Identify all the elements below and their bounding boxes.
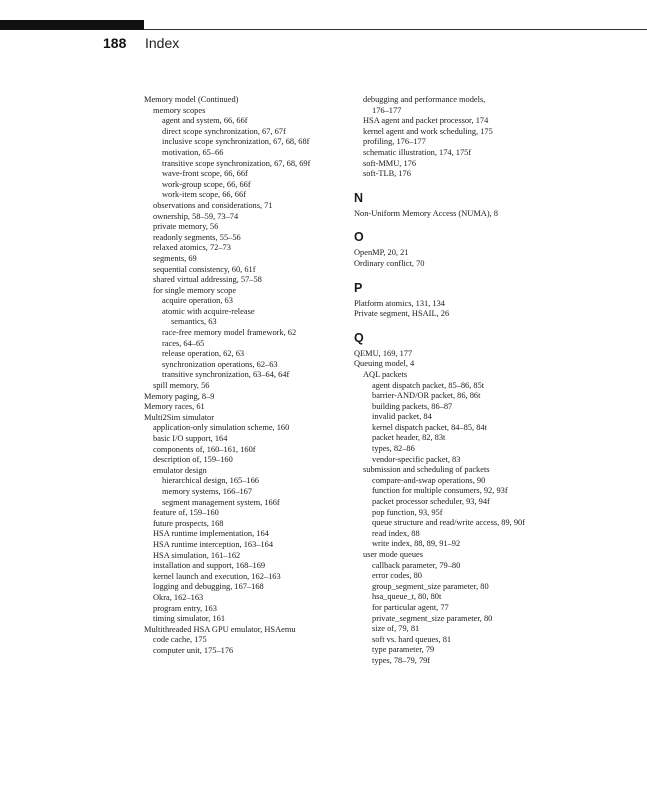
index-entry: Non-Uniform Memory Access (NUMA), 8 xyxy=(354,208,498,218)
index-entry: Multithreaded HSA GPU emulator, HSAemu xyxy=(144,624,296,634)
index-entry: work-item scope, 66, 66f xyxy=(162,190,246,200)
index-entry: acquire operation, 63 xyxy=(162,296,233,306)
index-entry: Memory paging, 8–9 xyxy=(144,391,215,401)
index-entry: debugging and performance models, xyxy=(363,95,486,104)
index-entry: HSA runtime implementation, 164 xyxy=(153,529,269,539)
index-entry: HSA agent and packet processor, 174 xyxy=(363,116,489,126)
index-entry: Memory model (Continued) xyxy=(144,95,239,104)
index-entry: segment management system, 166f xyxy=(162,497,280,507)
index-column-right xyxy=(354,95,564,667)
index-entry: feature of, 159–160 xyxy=(153,508,219,518)
index-entry: readonly segments, 55–56 xyxy=(153,232,241,242)
index-entry: size of, 79, 81 xyxy=(372,624,420,634)
index-entry: QEMU, 169, 177 xyxy=(354,348,413,358)
index-entry: kernel agent and work scheduling, 175 xyxy=(363,126,493,136)
index-entry: soft-MMU, 176 xyxy=(363,158,417,168)
index-entry: private memory, 56 xyxy=(153,222,219,232)
index-entry: work-group scope, 66, 66f xyxy=(162,179,251,189)
header-rule xyxy=(144,29,647,30)
index-entry: application-only simulation scheme, 160 xyxy=(153,423,290,433)
index-entry: basic I/O support, 164 xyxy=(153,434,228,443)
index-entry: compare-and-swap operations, 90 xyxy=(372,475,486,485)
index-letter-heading: P xyxy=(354,280,363,295)
index-entry: building packets, 86–87 xyxy=(372,401,453,411)
index-entry: callback parameter, 79–80 xyxy=(372,560,461,570)
running-head: Index xyxy=(145,35,180,51)
index-entry: schematic illustration, 174, 175f xyxy=(363,147,472,157)
index-entry: user mode queues xyxy=(363,550,424,559)
index-entry: for single memory scope xyxy=(153,285,237,295)
index-entry: races, 64–65 xyxy=(162,338,205,348)
index-entry: HSA runtime interception, 163–164 xyxy=(153,539,274,549)
index-entry: memory scopes xyxy=(153,105,206,115)
index-entry: for particular agent, 77 xyxy=(372,602,449,612)
index-entry: direct scope synchronization, 67, 67f xyxy=(162,126,286,136)
index-entry: AQL packets xyxy=(363,369,408,379)
index-entry: queue structure and read/write access, 89, 90f xyxy=(372,518,526,528)
index-entry: agent dispatch packet, 85–86, 85t xyxy=(372,380,485,390)
index-entry: transitive synchronization, 63–64, 64f xyxy=(162,370,290,380)
index-letter-heading: N xyxy=(354,190,364,205)
index-entry: emulator design xyxy=(153,465,207,475)
index-entry: Multi2Sim simulator xyxy=(144,412,215,422)
index-entry: Okra, 162–163 xyxy=(153,592,204,602)
index-entry: segments, 69 xyxy=(153,253,197,263)
index-entry: profiling, 176–177 xyxy=(363,137,426,147)
index-entry: components of, 160–161, 160f xyxy=(153,444,256,454)
index-entry: description of, 159–160 xyxy=(153,455,233,465)
index-entry: relaxed atomics, 72–73 xyxy=(153,243,231,253)
index-entry: race-free memory model framework, 62 xyxy=(162,328,297,338)
index-entry: Queuing model, 4 xyxy=(354,359,415,369)
index-entry: types, 78–79, 79f xyxy=(372,655,431,665)
index-entry: sequential consistency, 60, 61f xyxy=(153,264,256,274)
index-entry: type parameter, 79 xyxy=(372,645,435,655)
index-entry: kernel launch and execution, 162–163 xyxy=(153,571,281,581)
index-entry: soft vs. hard queues, 81 xyxy=(372,634,452,644)
index-entry: soft-TLB, 176 xyxy=(363,169,411,179)
index-entry: ownership, 58–59, 73–74 xyxy=(153,211,239,221)
index-entry: packet processor scheduler, 93, 94f xyxy=(372,497,490,507)
index-entry: atomic with acquire-release xyxy=(162,306,255,316)
header-bar xyxy=(0,20,144,30)
index-entry: wave-front scope, 66, 66f xyxy=(162,169,248,179)
index-entry: computer unit, 175–176 xyxy=(153,645,234,655)
index-letter-heading: Q xyxy=(354,330,364,345)
index-entry: release operation, 62, 63 xyxy=(162,349,245,359)
index-entry: packet header, 82, 83t xyxy=(372,433,446,443)
index-entry: hsa_queue_t, 80, 80t xyxy=(372,592,442,602)
index-entry: inclusive scope synchronization, 67, 68, 68f xyxy=(162,137,310,147)
index-entry: logging and debugging, 167–168 xyxy=(153,582,264,592)
index-entry: program entry, 163 xyxy=(153,603,217,613)
page-number: 188 xyxy=(103,35,127,51)
index-column-left xyxy=(144,95,354,656)
index-entry: vendor-specific packet, 83 xyxy=(372,454,461,464)
index-entry: shared virtual addressing, 57–58 xyxy=(153,275,262,285)
index-entry: types, 82–86 xyxy=(372,444,415,454)
index-entry: motivation, 65–66 xyxy=(162,147,224,157)
index-entry: synchronization operations, 62–63 xyxy=(162,359,278,369)
index-entry: Ordinary conflict, 70 xyxy=(354,258,425,268)
index-entry: code cache, 175 xyxy=(153,635,207,645)
index-entry: error codes, 80 xyxy=(372,571,422,581)
index-entry: submission and scheduling of packets xyxy=(363,465,490,475)
index-letter-heading: O xyxy=(354,230,364,245)
index-entry: hierarchical design, 165–166 xyxy=(162,476,259,486)
index-entry: group_segment_size parameter, 80 xyxy=(372,581,489,591)
index-entry: Private segment, HSAIL, 26 xyxy=(354,309,450,319)
index-entry: installation and support, 168–169 xyxy=(153,561,266,571)
index-entry: OpenMP, 20, 21 xyxy=(354,248,409,258)
index-entry: HSA simulation, 161–162 xyxy=(153,550,241,560)
index-entry: read index, 88 xyxy=(372,528,420,538)
index-entry: memory systems, 166–167 xyxy=(162,486,253,496)
index-entry: kernel dispatch packet, 84–85, 84t xyxy=(372,422,487,432)
index-entry: future prospects, 168 xyxy=(153,518,224,528)
index-entry: Platform atomics, 131, 134 xyxy=(354,298,445,308)
index-entry: semantics, 63 xyxy=(171,317,217,327)
index-entry: Memory races, 61 xyxy=(144,402,205,412)
index-entry: private_segment_size parameter, 80 xyxy=(372,613,493,623)
index-entry: function for multiple consumers, 92, 93f xyxy=(372,486,508,496)
index-entry: agent and system, 66, 66f xyxy=(162,116,248,126)
index-entry: barrier-AND/OR packet, 86, 86t xyxy=(372,391,481,401)
index-entry: observations and considerations, 71 xyxy=(153,200,273,210)
index-entry: invalid packet, 84 xyxy=(372,412,432,422)
index-entry: pop function, 93, 95f xyxy=(372,507,443,517)
index-entry: 176–177 xyxy=(372,105,402,115)
index-entry: timing simulator, 161 xyxy=(153,614,226,624)
index-entry: spill memory, 56 xyxy=(153,381,210,391)
index-entry: write index, 88, 89, 91–92 xyxy=(372,539,461,549)
index-entry: transitive scope synchronization, 67, 68, 69f xyxy=(162,158,311,168)
